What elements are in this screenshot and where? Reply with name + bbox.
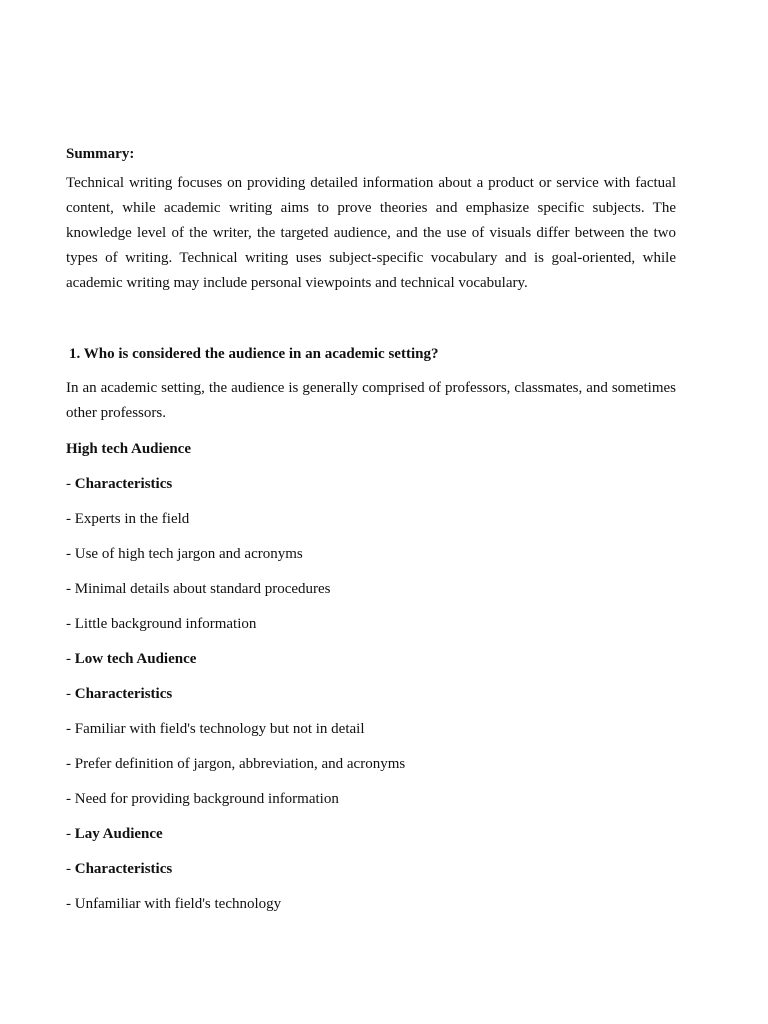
dash: - (66, 686, 75, 702)
list-item: - Little background information (66, 616, 257, 632)
dash: - (66, 476, 75, 492)
high-tech-heading: High tech Audience (66, 441, 192, 457)
characteristics-text: Characteristics (74, 686, 173, 702)
low-tech-heading-text: Low tech Audience (74, 651, 197, 667)
dash: - (66, 651, 75, 667)
lay-heading-text: Lay Audience (74, 826, 163, 842)
list-item: - Use of high tech jargon and acronyms (66, 546, 303, 562)
summary-paragraph: Technical writing focuses on providing detailed information about a product or service with factual content, while academic writing aims to prove theories and emphasize specific subjects. The knowledge level of the writer, the targeted audience, and the use of visuals differ between the two types of writing. Technical writing uses subject-specific vocabulary and is goal-oriented, while academic writing may include personal viewpoints and technical vocabulary. (66, 175, 676, 291)
question-heading: 1. Who is considered the audience in an academic setting? (69, 346, 439, 362)
dash: - (66, 826, 75, 842)
summary-heading: Summary: (66, 146, 135, 162)
high-tech-characteristics-label (66, 474, 172, 494)
answer-paragraph: In an academic setting, the audience is generally comprised of professors, classmates, and sometimes other professors. (66, 380, 676, 421)
characteristics-text: Characteristics (74, 861, 173, 877)
lay-characteristics-label (66, 859, 172, 879)
list-item: - Minimal details about standard procedures (66, 581, 331, 597)
list-item: - Experts in the field (66, 511, 190, 527)
low-tech-characteristics-label (66, 684, 172, 704)
list-item: - Need for providing background information (66, 791, 339, 807)
low-tech-heading (66, 649, 196, 669)
list-item: - Unfamiliar with field's technology (66, 896, 282, 912)
list-item: - Familiar with field's technology but not in detail (66, 721, 365, 737)
lay-heading (66, 824, 163, 844)
dash: - (66, 861, 75, 877)
characteristics-text: Characteristics (74, 476, 173, 492)
list-item: - Prefer definition of jargon, abbreviation, and acronyms (66, 756, 406, 772)
